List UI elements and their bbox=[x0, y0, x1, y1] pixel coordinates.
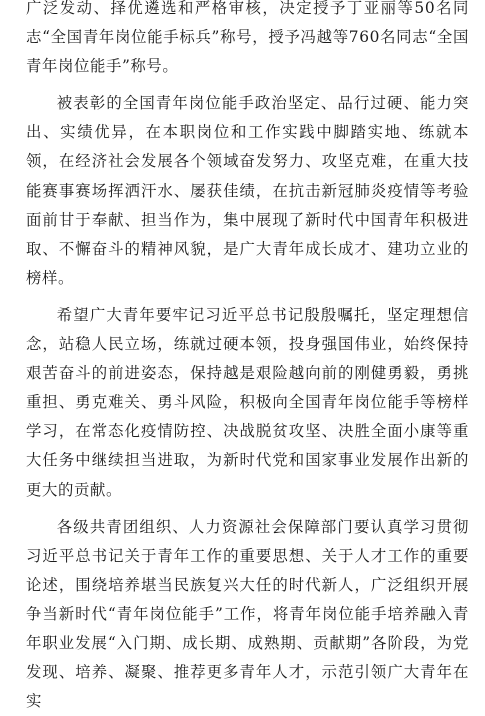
paragraph-honorees-description: 被表彰的全国青年岗位能手政治坚定、品行过硬、能力突出、实绩优异，在本职岗位和工作实践中脚踏实地、练就本领，在经济社会发展各个领域奋发努力、攻坚克难，在重大技能赛事赛场挥洒汗水、屡获佳绩，在抗击新冠肺炎疫情等考验面前甘于奉献、担当作为，集中展现了新时代中国青年积极进取、不懈奋斗的精神风貌，是广大青年成长成才、建功立业的榜样。 bbox=[26, 94, 469, 287]
paragraph-hopes-for-youth: 希望广大青年要牢记习近平总书记殷殷嘱托，坚定理想信念，站稳人民立场，练就过硬本领，投身强国伟业，始终保持艰苦奋斗的前进姿态，保持越是艰险越向前的刚健勇毅，勇挑重担、勇克难关、勇斗风险，积极向全国青年岗位能手等榜样学习，在常态化疫情防控、决战脱贫攻坚、决胜全面小康等重大任务中继续担当进取，为新时代党和国家事业发展作出新的更大的贡献。 bbox=[26, 305, 469, 499]
paragraph-organization-requirements: 各级共青团组织、人力资源社会保障部门要认真学习贯彻习近平总书记关于青年工作的重要思想、关于人才工作的重要论述，围绕培养堪当民族复兴大任的时代新人，广泛组织开展争当新时代“青年岗位能手”工作，将青年岗位能手培养融入青年职业发展“入门期、成长期、成熟期、贡献期”各阶段，为党发现、培养、凝聚、推荐更多青年人才，示范引领广大青年在实 bbox=[26, 517, 469, 711]
paragraph-award-decision: 广泛发动、择优遴选和严格审核，决定授予丁亚丽等50名同志“全国青年岗位能手标兵”称号，授予冯越等760名同志“全国青年岗位能手”称号。 bbox=[26, 0, 469, 76]
